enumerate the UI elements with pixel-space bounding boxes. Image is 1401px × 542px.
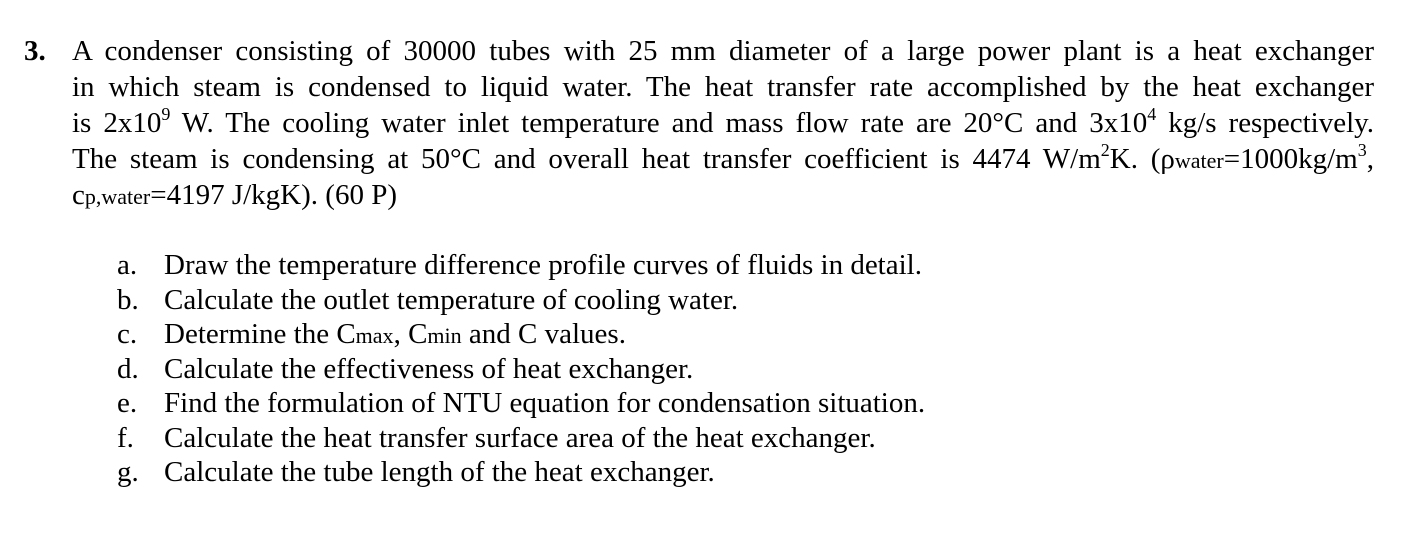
subpart-text: Find the formulation of NTU equation for condensation situation. [164,387,926,419]
text-run: =1000kg/m [1223,143,1358,175]
subpart-e [117,386,925,421]
superscript: 9 [161,104,171,124]
problem-line-1: A condenser consisting of 30000 tubes with 25 mm diameter of a large power plant is a heat exchanger [72,35,1374,67]
subpart-d [117,352,925,387]
text-run: W. The cooling water inlet temperature and mass flow rate are 20°C and 3x10 [170,107,1148,139]
problem-number: 3. [24,35,46,67]
subpart-letter: b. [117,283,139,316]
subpart-text: Calculate the outlet temperature of cooling water. [164,283,739,316]
subpart-g [117,455,925,490]
text-run: is 2x10 [72,107,162,139]
text-run: Determine the C [164,318,356,350]
subscript: water [1174,148,1224,173]
subpart-letter: e. [117,387,138,419]
subpart-letter: f. [117,421,134,454]
problem-statement [24,33,1374,213]
text-run: The steam is condensing at 50°C and overall heat transfer coefficient is 4474 W/m [72,143,1101,175]
subscript: p,water [84,184,151,209]
subscript: max [355,323,394,348]
problem-line-3 [72,105,1374,141]
subpart-text: Calculate the effectiveness of heat exchanger. [164,352,694,385]
subpart-text: Draw the temperature difference profile curves of fluids in detail. [164,249,922,281]
text-run: =4197 J/kgK). (60 P) [150,179,397,211]
superscript: 2 [1100,140,1110,160]
subpart-c [117,317,925,352]
text-run: , [1366,143,1374,175]
text-run: K. (ρ [1109,143,1175,175]
subpart-letter: g. [117,456,139,488]
subpart-letter: d. [117,352,139,385]
subpart-text: Calculate the tube length of the heat exchanger. [164,456,715,488]
problem-line-2: in which steam is condensed to liquid water. The heat transfer rate accomplished by the heat exchanger [72,71,1374,103]
subparts-list [117,248,925,490]
subpart-text [164,317,925,352]
subpart-b [117,283,925,318]
problem-line-4 [72,141,1374,177]
superscript: 3 [1357,140,1367,160]
problem-line-5 [72,177,1374,213]
text-run: , C [393,318,428,350]
subpart-letter: a. [117,249,138,281]
text-run: and C values. [461,318,626,350]
problem-body [72,33,1374,213]
subpart-text: Calculate the heat transfer surface area of the heat exchanger. [164,421,876,454]
subpart-a [117,248,925,283]
subpart-f [117,421,925,456]
subscript: min [427,323,462,348]
subpart-letter: c. [117,318,138,350]
text-run: c [72,179,85,211]
superscript: 4 [1147,104,1157,124]
text-run: kg/s respectively. [1156,107,1374,139]
